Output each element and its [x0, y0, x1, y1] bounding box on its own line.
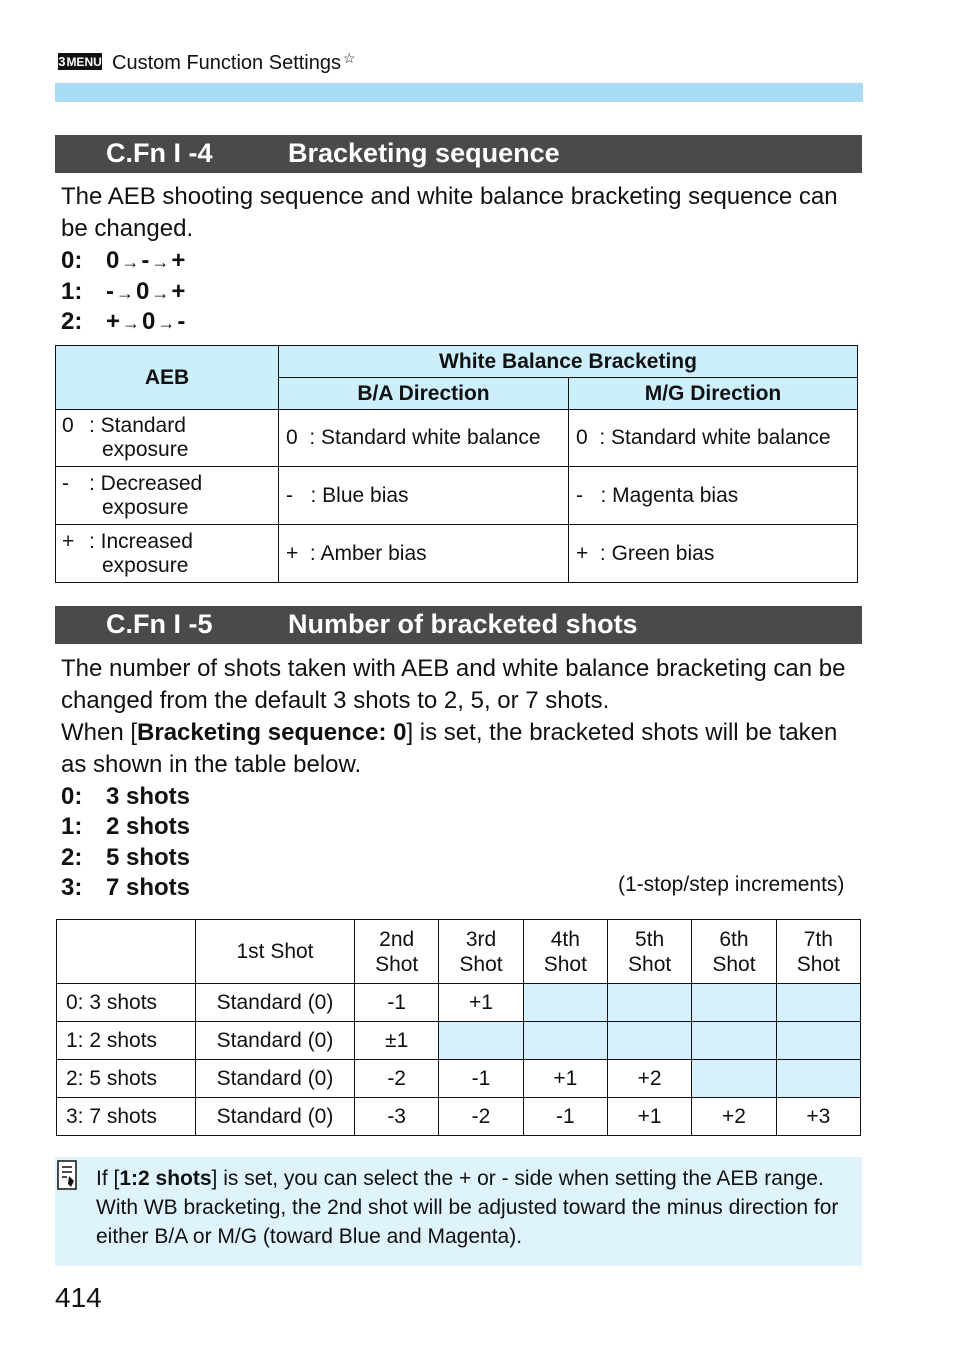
menu-badge-icon: [58, 53, 102, 70]
aeb-label-cont: exposure: [102, 438, 189, 461]
shots-option-3: [61, 874, 190, 902]
aeb-label: : Standard: [89, 414, 186, 437]
shot-cell: -1: [523, 1098, 607, 1136]
shot-cell: +3: [776, 1098, 860, 1136]
header-cell: [607, 920, 691, 984]
empty-cell: [776, 1022, 860, 1060]
shot-cell: Standard (0): [196, 1060, 355, 1098]
header-divider-bar: [55, 83, 863, 102]
header-line: Shot: [375, 952, 419, 976]
header-line: Shot: [459, 952, 503, 976]
mg-cell: 0 : Standard white balance: [569, 410, 858, 467]
sequence-option-2: [61, 308, 185, 336]
section1-intro: The AEB shooting sequence and white balance bracketing sequence can be changed.: [61, 183, 838, 242]
ba-cell: + : Amber bias: [279, 525, 569, 583]
empty-cell: [607, 1022, 691, 1060]
shot-cell: -2: [439, 1098, 523, 1136]
note-pre: If [: [96, 1167, 120, 1190]
shot-cell: +1: [439, 984, 523, 1022]
header-line: 4th: [550, 927, 580, 951]
shot-cell: +2: [692, 1098, 776, 1136]
option-key: 0:: [61, 783, 83, 810]
section2-para1: The number of shots taken with AEB and white balance bracketing can be changed from the default 3 shots to 2, 5, or 7 shots.: [61, 655, 846, 714]
sequence-option-0: [61, 247, 185, 275]
option-label: 5 shots: [106, 844, 191, 871]
option-label: 7 shots: [106, 874, 191, 901]
empty-cell: [692, 1060, 776, 1098]
arrow-icon: →: [121, 252, 140, 272]
option-key: 2:: [61, 844, 83, 871]
section-bar-cfn-i-5: [55, 606, 862, 644]
page-header-title: [112, 50, 356, 75]
header-cell: [692, 920, 776, 984]
header-cell: [355, 920, 439, 984]
option-key: 2:: [61, 308, 83, 335]
shots-option-0: [61, 783, 190, 811]
ba-cell: - : Blue bias: [279, 467, 569, 525]
header-line: Shot: [712, 952, 756, 976]
empty-cell: [692, 1022, 776, 1060]
row-label: 1: 2 shots: [57, 1022, 196, 1060]
section-code: C.Fn I -5: [106, 609, 213, 639]
section-title: Bracketing sequence: [288, 138, 560, 168]
section2-para2: [61, 717, 861, 781]
aeb-cell: [56, 467, 279, 525]
section-bar-cfn-i-4: [55, 135, 862, 173]
header-line: 7th: [803, 927, 833, 951]
seq-step: +: [171, 278, 186, 305]
bracketing-sequence-table: [55, 345, 858, 583]
table-row: [56, 525, 858, 583]
table-row: [57, 984, 861, 1022]
empty-cell: [692, 984, 776, 1022]
header-line: Shot: [796, 952, 840, 976]
table-row: [57, 1098, 861, 1136]
header-line: 2nd: [379, 927, 415, 951]
shot-cell: Standard (0): [196, 1098, 355, 1136]
aeb-cell: [56, 410, 279, 467]
mg-cell: + : Green bias: [569, 525, 858, 583]
shot-cell: -1: [355, 984, 439, 1022]
page-number: 414: [55, 1282, 102, 1313]
shot-cell: ±1: [355, 1022, 439, 1060]
header-title-text: Custom Function Settings: [112, 52, 341, 74]
para2-bold: Bracketing sequence: 0: [137, 719, 407, 746]
shot-cell: -1: [439, 1060, 523, 1098]
note-icon: [57, 1160, 79, 1192]
header-line: 5th: [635, 927, 665, 951]
empty-cell: [776, 1060, 860, 1098]
option-key: 0:: [61, 247, 83, 274]
header-cell: [439, 920, 523, 984]
badge-label: MENU: [66, 55, 102, 69]
header-ba-direction: B/A Direction: [279, 378, 569, 410]
shot-cell: +2: [607, 1060, 691, 1098]
seq-step: -: [141, 247, 150, 274]
header-line: Shot: [543, 952, 587, 976]
header-cell: [57, 920, 196, 984]
aeb-cell: [56, 525, 279, 583]
shot-cell: -2: [355, 1060, 439, 1098]
increments-note: (1-stop/step increments): [618, 873, 845, 896]
bracketed-shots-table: [56, 919, 861, 1136]
aeb-symbol: -: [62, 471, 69, 495]
arrow-icon: →: [151, 252, 170, 272]
para2-post: ] is set, the bracketed shots will be taken as shown in the table below.: [61, 719, 838, 778]
header-line: 6th: [719, 927, 749, 951]
note-post: ] is set, you can select the + or - side when setting the AEB range. With WB bracketing, the 2nd shot will be adjusted toward the minus direction for either B/A or M/G (toward Blue and Magenta).: [96, 1167, 839, 1248]
aeb-symbol: +: [62, 529, 75, 553]
aeb-label: : Decreased: [89, 471, 203, 495]
shot-cell: Standard (0): [196, 1022, 355, 1060]
table-header-row: [57, 920, 861, 984]
seq-step: 0: [142, 308, 156, 335]
shots-option-1: [61, 813, 190, 841]
section-title: Number of bracketed shots: [288, 609, 638, 639]
table-row: [57, 1022, 861, 1060]
option-label: 2 shots: [106, 813, 191, 840]
sequence-option-1: [61, 278, 185, 306]
seq-step: +: [106, 308, 121, 335]
seq-step: 0: [106, 247, 120, 274]
header-mg-direction: M/G Direction: [569, 378, 858, 410]
badge-number: 3: [58, 54, 66, 69]
header-aeb: AEB: [56, 346, 279, 410]
arrow-icon: →: [116, 283, 134, 303]
note-bold: 1:2 shots: [119, 1167, 212, 1190]
empty-cell: [439, 1022, 523, 1060]
section-code: C.Fn I -4: [106, 138, 213, 168]
aeb-symbol: 0: [62, 414, 74, 437]
table-row: [56, 467, 858, 525]
header-line: Shot: [628, 952, 672, 976]
header-cell: 1st Shot: [196, 920, 355, 984]
arrow-icon: →: [122, 313, 141, 333]
seq-step: -: [106, 278, 114, 305]
seq-step: +: [171, 247, 186, 274]
header-cell: [776, 920, 860, 984]
empty-cell: [607, 984, 691, 1022]
table-row: [56, 410, 858, 467]
seq-step: -: [177, 308, 186, 335]
row-label: 0: 3 shots: [57, 984, 196, 1022]
mg-cell: - : Magenta bias: [569, 467, 858, 525]
ba-cell: 0 : Standard white balance: [279, 410, 569, 467]
row-label: 3: 7 shots: [57, 1098, 196, 1136]
empty-cell: [523, 984, 607, 1022]
header-cell: [523, 920, 607, 984]
shot-cell: Standard (0): [196, 984, 355, 1022]
row-label: 2: 5 shots: [57, 1060, 196, 1098]
star-icon: ☆: [343, 50, 356, 66]
header-line: 3rd: [465, 927, 497, 951]
aeb-label-cont: exposure: [102, 495, 189, 519]
option-label: 3 shots: [106, 783, 191, 810]
aeb-label: : Increased: [89, 529, 193, 553]
empty-cell: [776, 984, 860, 1022]
shot-cell: +1: [607, 1098, 691, 1136]
option-key: 3:: [61, 874, 83, 901]
header-wb-bracketing: White Balance Bracketing: [279, 346, 858, 378]
aeb-label-cont: exposure: [102, 553, 189, 577]
shot-cell: -3: [355, 1098, 439, 1136]
seq-step: 0: [136, 278, 150, 305]
option-key: 1:: [61, 278, 83, 305]
para2-pre: When [: [61, 719, 138, 746]
option-key: 1:: [61, 813, 83, 840]
table-row: [57, 1060, 861, 1098]
arrow-icon: →: [157, 313, 176, 333]
shots-option-2: [61, 844, 190, 872]
empty-cell: [523, 1022, 607, 1060]
shot-cell: +1: [523, 1060, 607, 1098]
note-text: [96, 1164, 856, 1251]
arrow-icon: →: [151, 283, 170, 303]
